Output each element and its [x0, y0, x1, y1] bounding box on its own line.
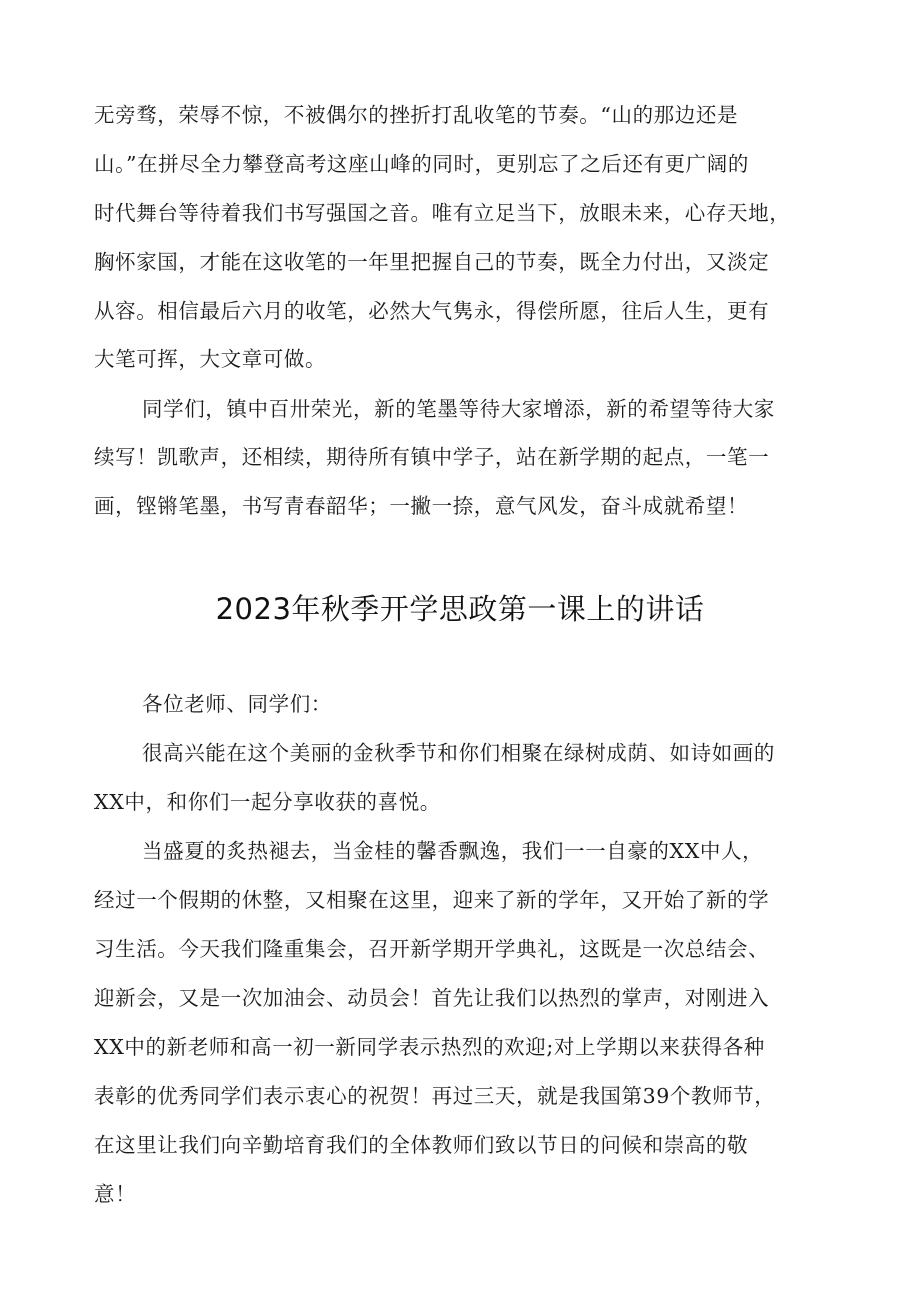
text-line: 山。”在拼尽全力攀登高考这座山峰的同时，更别忘了之后还有更广阔的: [94, 152, 749, 176]
text-line: 同学们，镇中百卅荣光，新的笔墨等待大家增添，新的希望等待大家: [142, 397, 775, 421]
text-line: 当盛夏的炙热褪去，当金桂的馨香飘逸，我们一一自豪的XX中人，: [142, 839, 764, 863]
text-line: 画，铿锵笔墨，书写青春韶华；一撇一捺，意气风发，奋斗成就希望！: [94, 494, 749, 518]
text-line: 从容。相信最后六月的收笔，必然大气隽永，得偿所愿，往后人生，更有: [94, 299, 770, 323]
text-line: 习生活。今天我们隆重集会，召开新学期开学典礼，这既是一次总结会、: [94, 937, 770, 961]
text-line: 续写！凯歌声，还相续，期待所有镇中学子，站在新学期的起点，一笔一: [94, 445, 770, 469]
document-title: 2023年秋季开学思政第一课上的讲话: [215, 592, 705, 626]
text-line: 在这里让我们向辛勤培育我们的全体教师们致以节日的问候和崇高的敬: [94, 1133, 749, 1157]
text-line: 表彰的优秀同学们表示衷心的祝贺！再过三天，就是我国第39个教师节，: [94, 1084, 776, 1108]
text-line: 很高兴能在这个美丽的金秋季节和你们相聚在绿树成荫、如诗如画的: [142, 741, 775, 765]
text-line: 经过一个假期的休整，又相聚在这里，迎来了新的学年，又开始了新的学: [94, 888, 770, 912]
text-line: 无旁骛，荣辱不惊，不被偶尔的挫折打乱收笔的节奏。“山的那边还是: [94, 103, 739, 127]
text-line: 意！: [94, 1182, 137, 1206]
text-line: 胸怀家国，才能在这收笔的一年里把握自己的节奏，既全力付出，又淡定: [94, 250, 770, 274]
text-line: 时代舞台等待着我们书写强国之音。唯有立足当下，放眼未来，心存天地，: [94, 201, 791, 225]
text-line: XX中，和你们一起分享收获的喜悦。: [94, 790, 441, 814]
text-line: 迎新会，又是一次加油会、动员会！首先让我们以热烈的掌声，对刚进入: [94, 986, 770, 1010]
greeting: 各位老师、同学们：: [142, 692, 332, 716]
text-line: XX中的新老师和高一初一新同学表示热烈的欢迎;对上学期以来获得各种: [94, 1035, 765, 1059]
text-line: 大笔可挥，大文章可做。: [94, 347, 327, 371]
